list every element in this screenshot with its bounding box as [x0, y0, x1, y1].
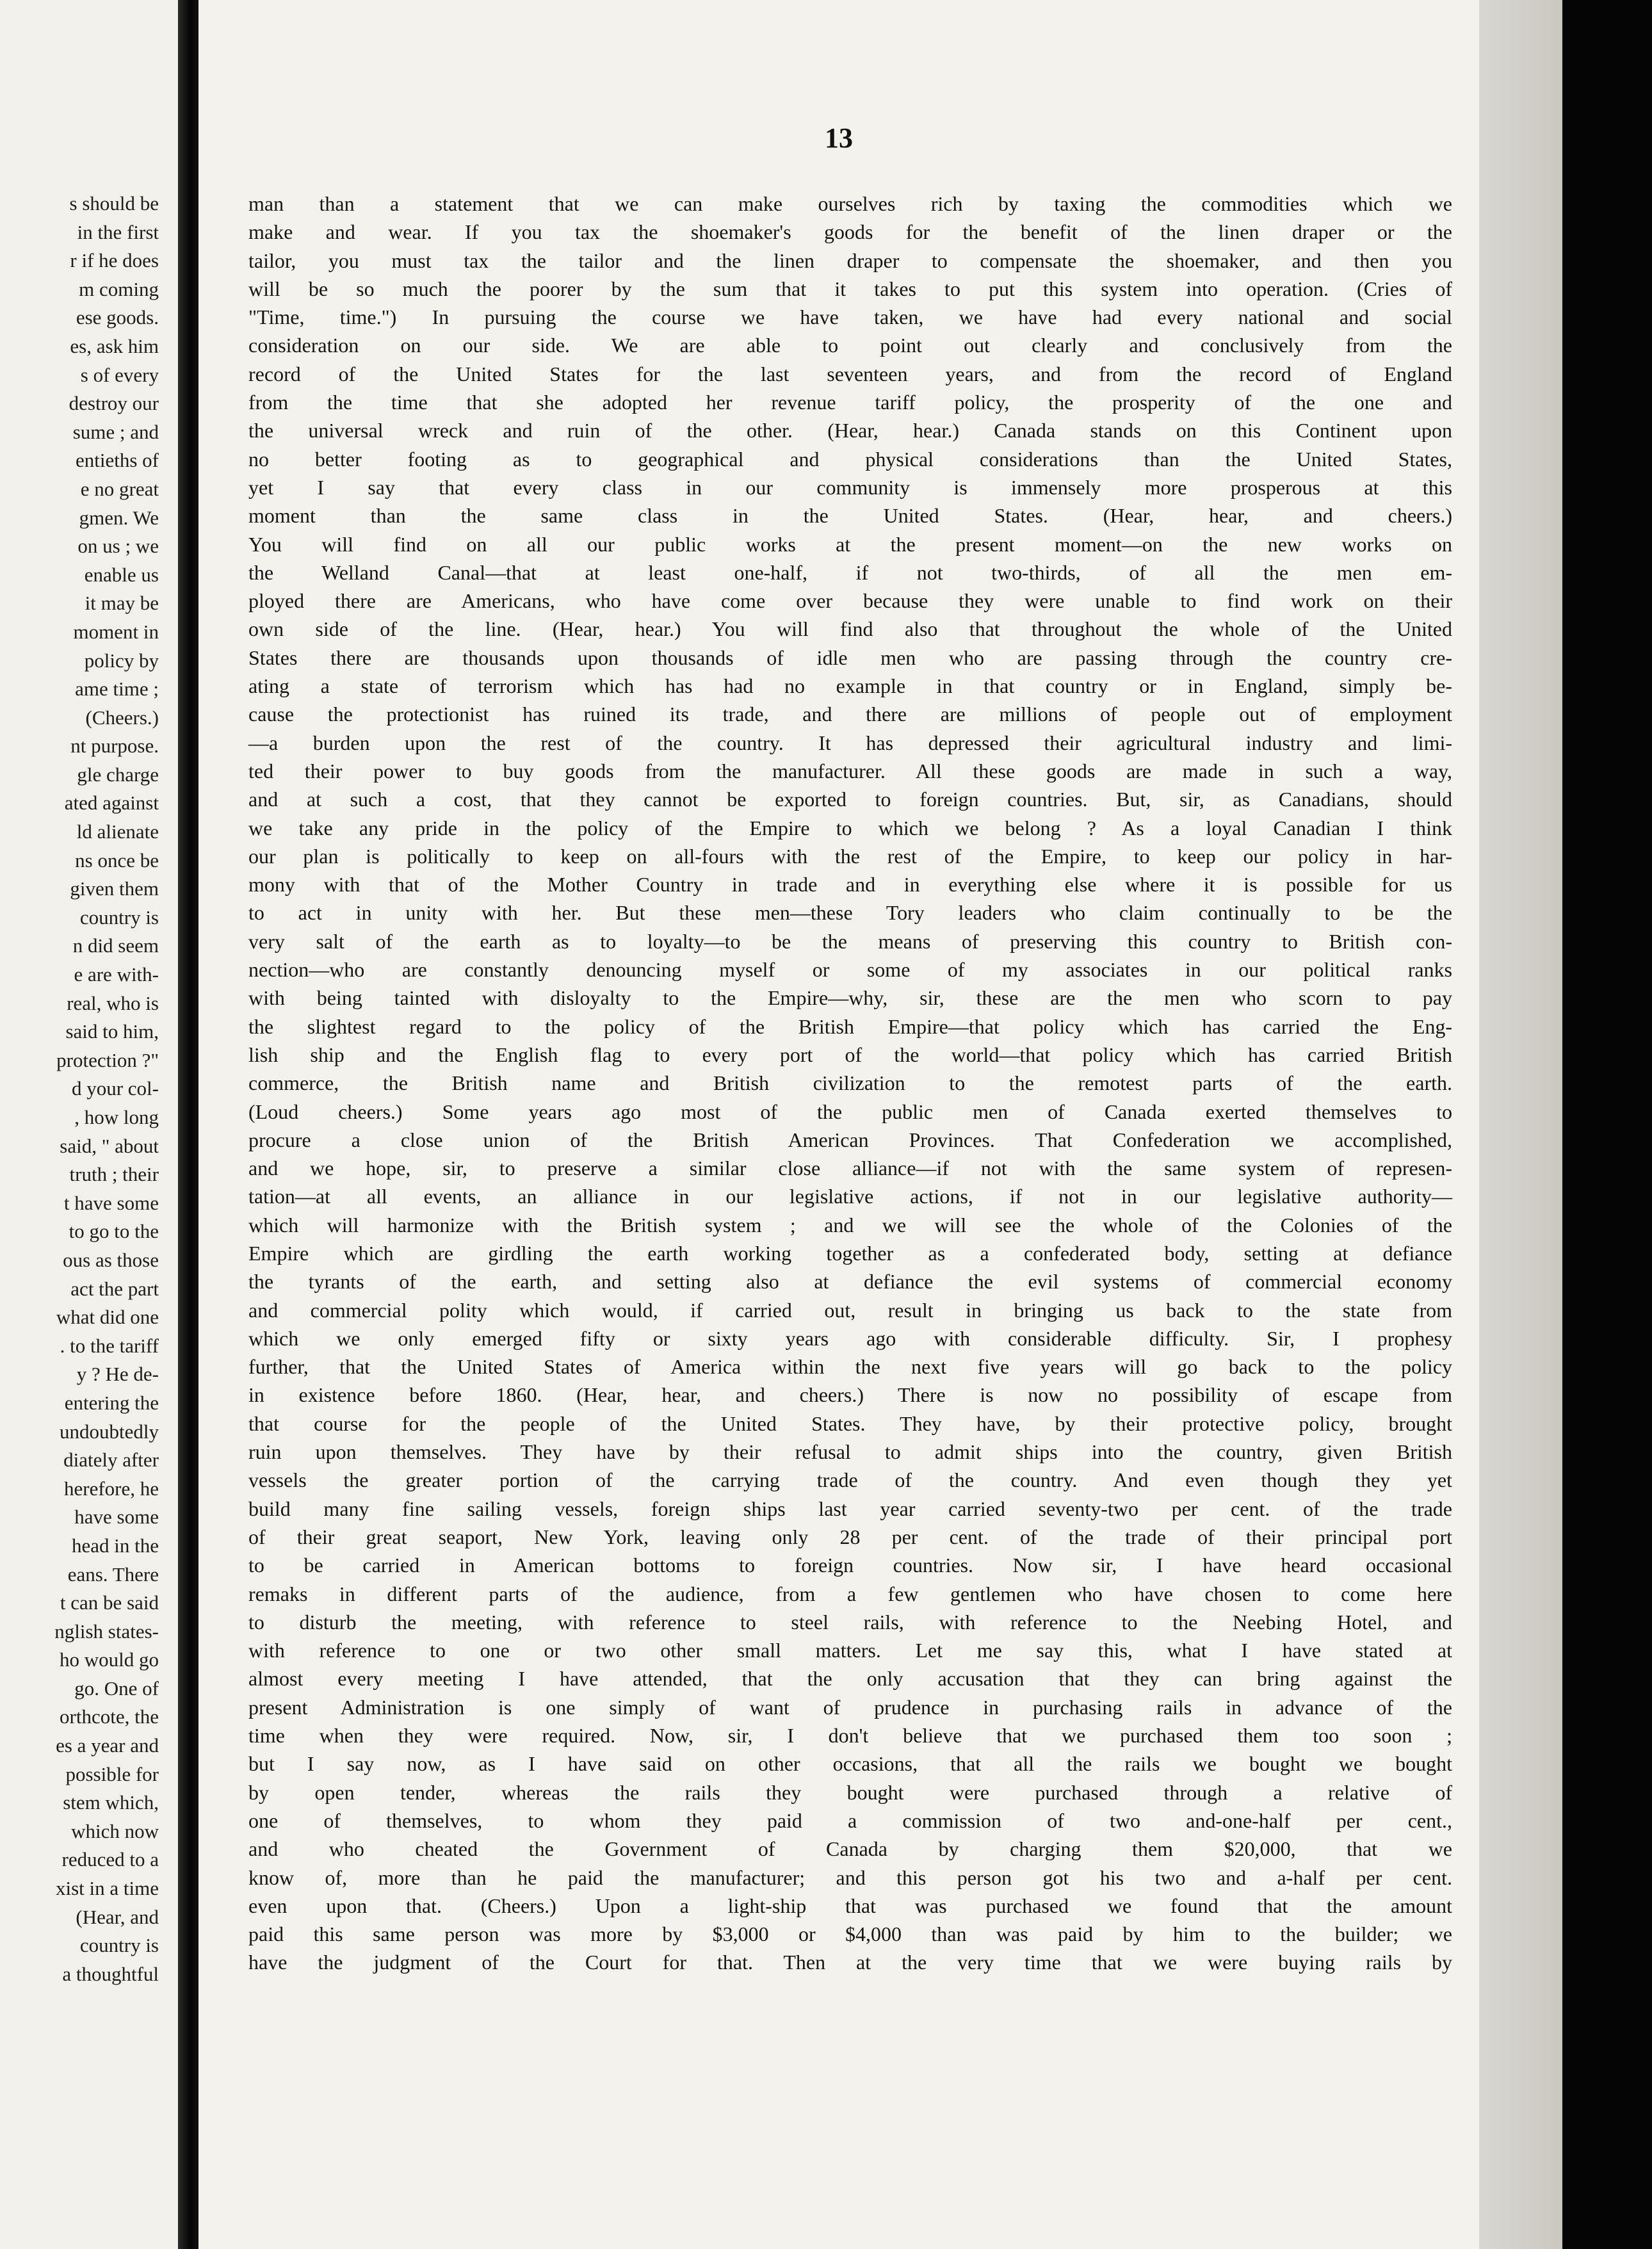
text-line: time when they were required. Now, sir, I don't believe that we purchased them too soon ;	[248, 1724, 1452, 1748]
text-line: "Time, time.") In pursuing the course we have taken, we have had every national and social	[248, 305, 1452, 329]
text-line: to act in unity with her. But these men—these Tory leaders who claim continually to be the	[248, 901, 1452, 925]
text-line: which will harmonize with the British system ; and we will see the whole of the Colonies of the	[248, 1213, 1452, 1237]
scan-background	[1562, 0, 1652, 2249]
previous-page-line: head in the	[71, 1534, 159, 1557]
previous-page-line: e are with-	[74, 963, 159, 986]
text-line: with reference to one or two other small matters. Let me say this, what I have stated at	[248, 1639, 1452, 1662]
text-line: States there are thousands upon thousands of idle men who are passing through the country cre-	[248, 645, 1452, 669]
previous-page-line: gmen. We	[79, 506, 159, 529]
previous-page-line: es a year and	[56, 1734, 159, 1757]
previous-page-line: orthcote, the	[60, 1705, 159, 1728]
text-line: to disturb the meeting, with reference to steel rails, with reference to the Neebing Hotel, and	[248, 1610, 1452, 1634]
previous-page-line: , how long	[74, 1106, 159, 1128]
previous-page-line: real, who is	[67, 991, 159, 1014]
previous-page-line: m coming	[79, 277, 159, 300]
text-line: ating a state of terrorism which has had no example in that country or in England, simply be-	[248, 674, 1452, 698]
text-line: man than a statement that we can make ourselves rich by taxing the commodities which we	[248, 192, 1452, 215]
text-line: consideration on our side. We are able to point out clearly and conclusively from the	[248, 334, 1452, 357]
text-line: have the judgment of the Court for that. Then at the very time that we were buying rails by	[248, 1951, 1452, 1974]
text-line: ted their power to buy goods from the manufacturer. All these goods are made in such a way,	[248, 759, 1452, 783]
text-line: one of themselves, to whom they paid a commission of two and-one-half per cent.,	[248, 1808, 1452, 1832]
previous-page-line: t can be said	[60, 1591, 159, 1614]
previous-page-line: destroy our	[69, 392, 159, 415]
text-line: (Loud cheers.) Some years ago most of the public men of Canada exerted themselves to	[248, 1100, 1452, 1123]
text-line: build many fine sailing vessels, foreign ships last year carried seventy-two per cent. of the trade	[248, 1497, 1452, 1520]
previous-page-line: e no great	[80, 477, 159, 500]
previous-page-line: entieths of	[76, 449, 159, 472]
previous-page-line: r if he does	[70, 249, 159, 272]
previous-page-line: eans. There	[67, 1563, 159, 1586]
previous-page-line: ese goods.	[76, 306, 159, 329]
previous-page-line: country is	[79, 905, 159, 929]
text-line: very salt of the earth as to loyalty—to be the means of preserving this country to British con-	[248, 929, 1452, 953]
text-line: we take any pride in the policy of the Empire to which we belong ? As a loyal Canadian I think	[248, 816, 1452, 840]
previous-page-line: es, ask him	[70, 334, 159, 357]
previous-page-line: s should be	[69, 192, 159, 215]
text-line: the universal wreck and ruin of the other. (Hear, hear.) Canada stands on this Continent upon	[248, 419, 1452, 442]
previous-page-line: y ? He de-	[76, 1363, 159, 1386]
previous-page-line: . to the tariff	[60, 1334, 159, 1357]
previous-page-line: moment in	[73, 620, 159, 643]
text-line: further, that the United States of America within the next five years will go back to the policy	[248, 1355, 1452, 1379]
text-line: that course for the people of the United States. They have, by their protective policy, brought	[248, 1411, 1452, 1435]
text-line: which we only emerged fifty or sixty years ago with considerable difficulty. Sir, I prophesy	[248, 1326, 1452, 1350]
text-line: —a burden upon the rest of the country. It has depressed their agricultural industry and limi-	[248, 731, 1452, 754]
previous-page-line: go. One of	[74, 1677, 159, 1700]
previous-page-line: have some	[74, 1506, 159, 1529]
text-line: even upon that. (Cheers.) Upon a light-ship that was purchased we found that the amount	[248, 1894, 1452, 1917]
previous-page-line: reduced to a	[61, 1848, 159, 1871]
page-13	[198, 0, 1479, 2249]
previous-page-line: it may be	[85, 592, 159, 615]
previous-page-line: enable us	[84, 563, 159, 586]
previous-page-line: n did seem	[72, 934, 159, 957]
text-line: and commercial polity which would, if carried out, result in bringing us back to the state from	[248, 1298, 1452, 1322]
text-line: the slightest regard to the policy of the British Empire—that policy which has carried the Eng-	[248, 1014, 1452, 1038]
text-line: the Welland Canal—that at least one-half, if not two-thirds, of all the men em-	[248, 560, 1452, 584]
previous-page-line: ame time ;	[75, 678, 159, 701]
previous-page-line: given them	[70, 877, 159, 900]
text-line: make and wear. If you tax the shoemaker's goods for the benefit of the linen draper or the	[248, 220, 1452, 244]
previous-page-line: said to him,	[65, 1020, 159, 1043]
previous-page-line: (Cheers.)	[85, 706, 159, 729]
text-line: cause the protectionist has ruined its trade, and there are millions of people out of employment	[248, 702, 1452, 726]
text-line: own side of the line. (Hear, hear.) You will find also that throughout the whole of the United	[248, 617, 1452, 641]
previous-page-line: entering the	[64, 1391, 159, 1414]
text-line: and who cheated the Government of Canada by charging them $20,000, that we	[248, 1837, 1452, 1861]
text-line: record of the United States for the last seventeen years, and from the record of England	[248, 362, 1452, 386]
text-line: almost every meeting I have attended, that the only accusation that they can bring against the	[248, 1667, 1452, 1691]
text-line: with being tainted with disloyalty to the Empire—why, sir, these are the men who scorn to pay	[248, 986, 1452, 1010]
previous-page-line: nglish states-	[54, 1620, 159, 1643]
text-line: tailor, you must tax the tailor and the linen draper to compensate the shoemaker, and then you	[248, 248, 1452, 272]
text-line: nection—who are constantly denouncing myself or some of my associates in our political ranks	[248, 958, 1452, 982]
previous-page-line: t have some	[63, 1191, 159, 1214]
text-line: remaks in different parts of the audience, from a few gentlemen who have chosen to come here	[248, 1582, 1452, 1605]
page-number: 13	[825, 122, 853, 154]
text-line: ruin upon themselves. They have by their refusal to admit ships into the country, given British	[248, 1440, 1452, 1464]
previous-page-line: policy by	[84, 649, 159, 672]
previous-page-line: gle charge	[77, 763, 159, 786]
text-line: to be carried in American bottoms to foreign countries. Now sir, I have heard occasional	[248, 1554, 1452, 1577]
previous-page-line: s of every	[80, 363, 159, 386]
text-line: paid this same person was more by $3,000 or $4,000 than was paid by him to the builder; we	[248, 1922, 1452, 1946]
text-line: our plan is politically to keep on all-fours with the rest of the Empire, to keep our policy in har-	[248, 844, 1452, 868]
previous-page-line: country is	[79, 1934, 159, 1957]
text-line: the tyrants of the earth, and setting also at defiance the evil systems of commercial economy	[248, 1270, 1452, 1294]
previous-page-fragment	[0, 0, 178, 2249]
text-line: mony with that of the Mother Country in trade and in everything else where it is possible for us	[248, 873, 1452, 897]
text-line: in existence before 1860. (Hear, hear, and cheers.) There is now no possibility of escape from	[248, 1383, 1452, 1407]
previous-page-line: xist in a time	[55, 1877, 159, 1900]
text-line: yet I say that every class in our community is immensely more prosperous at this	[248, 475, 1452, 499]
text-line: from the time that she adopted her revenue tariff policy, the prosperity of the one and	[248, 391, 1452, 414]
previous-page-line: in the first	[77, 220, 159, 243]
previous-page-line: ho would go	[60, 1648, 159, 1671]
previous-page-line: undoubtedly	[60, 1420, 159, 1443]
previous-page-line: what did one	[56, 1306, 159, 1329]
previous-page-line: ld alienate	[76, 820, 159, 843]
previous-page-line: nt purpose.	[70, 735, 159, 758]
text-line: lish ship and the English flag to every port of the world—that policy which has carried British	[248, 1043, 1452, 1066]
text-line: moment than the same class in the United States. (Hear, hear, and cheers.)	[248, 504, 1452, 528]
text-line: of their great seaport, New York, leaving only 28 per cent. of the trade of their principal port	[248, 1525, 1452, 1548]
previous-page-line: act the part	[70, 1277, 159, 1300]
text-line: procure a close union of the British American Provinces. That Confederation we accomplished,	[248, 1128, 1452, 1151]
previous-page-line: d your col-	[71, 1077, 159, 1100]
text-line: tation—at all events, an alliance in our legislative actions, if not in our legislative authority—	[248, 1185, 1452, 1208]
previous-page-line: which now	[71, 1819, 159, 1842]
text-line: no better footing as to geographical and physical considerations than the United States,	[248, 447, 1452, 471]
previous-page-text	[0, 190, 159, 1988]
previous-page-line: ns once be	[75, 848, 159, 872]
previous-page-line: stem which,	[63, 1791, 159, 1814]
previous-page-line: sume ; and	[72, 420, 159, 443]
text-line: commerce, the British name and British civilization to the remotest parts of the earth.	[248, 1071, 1452, 1095]
text-line: and we hope, sir, to preserve a similar close alliance—if not with the same system of represen-	[248, 1157, 1452, 1180]
page-edge-margin	[1479, 0, 1562, 2249]
text-line: ployed there are Americans, who have come over because they were unable to find work on their	[248, 589, 1452, 613]
previous-page-line: ated against	[64, 792, 159, 815]
body-text	[248, 190, 1452, 1977]
book-gutter	[178, 0, 198, 2249]
text-line: You will find on all our public works at the present moment—on the new works on	[248, 532, 1452, 556]
previous-page-line: ous as those	[63, 1248, 159, 1271]
previous-page-line: a thoughtful	[62, 1962, 159, 1985]
text-line: Empire which are girdling the earth working together as a confederated body, setting at defiance	[248, 1241, 1452, 1265]
text-line: will be so much the poorer by the sum that it takes to put this system into operation. (Cries of	[248, 277, 1452, 300]
text-line: by open tender, whereas the rails they bought were purchased through a relative of	[248, 1780, 1452, 1804]
previous-page-line: (Hear, and	[76, 1905, 159, 1928]
previous-page-line: possible for	[65, 1762, 159, 1785]
previous-page-line: truth ; their	[69, 1163, 159, 1186]
previous-page-line: herefore, he	[63, 1477, 159, 1500]
text-line: vessels the greater portion of the carrying trade of the country. And even though they yet	[248, 1468, 1452, 1492]
previous-page-line: on us ; we	[77, 535, 159, 558]
text-line: but I say now, as I have said on other occasions, that all the rails we bought we bought	[248, 1752, 1452, 1776]
previous-page-line: protection ?"	[56, 1048, 159, 1071]
text-line: and at such a cost, that they cannot be exported to foreign countries. But, sir, as Canadians, should	[248, 788, 1452, 811]
previous-page-line: to go to the	[69, 1220, 159, 1243]
previous-page-line: said, " about	[60, 1134, 159, 1157]
text-line: present Administration is one simply of want of prudence in purchasing rails in advance of the	[248, 1695, 1452, 1719]
previous-page-line: diately after	[63, 1449, 159, 1472]
text-line: know of, more than he paid the manufacturer; and this person got his two and a-half per cent.	[248, 1865, 1452, 1889]
